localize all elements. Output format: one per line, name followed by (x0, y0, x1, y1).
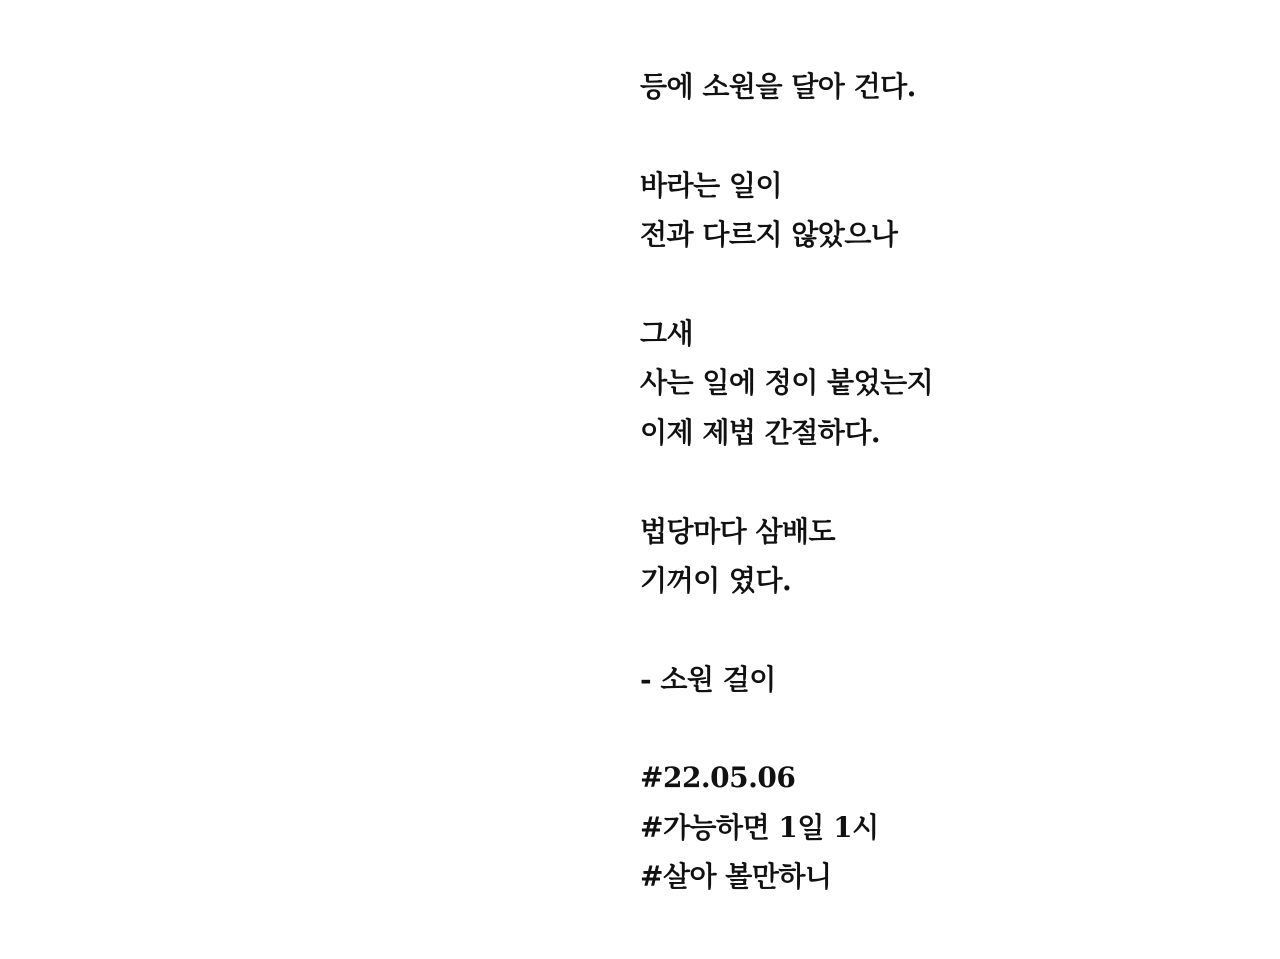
poem-line: 등에 소원을 달아 건다. (640, 70, 916, 103)
stanza-break (640, 457, 1260, 506)
poem-line: 기꺼이 였다. (640, 563, 792, 597)
stanza-break (640, 260, 1260, 309)
poem-line: 바라는 일이 (640, 168, 782, 202)
stanza-break (640, 704, 1260, 753)
poem-line: 사는 일에 정이 붙었는지 (640, 366, 934, 400)
poem-text (640, 62, 1260, 902)
stanza-break (640, 605, 1260, 654)
poem-line: 이제 제법 간절하다. (640, 415, 881, 449)
poem-line: 전과 다르지 않았으나 (640, 218, 898, 252)
hashtag: #가능하면 1일 1시 (640, 810, 879, 844)
stanza-break (640, 111, 1260, 160)
poem-line: 법당마다 삼배도 (640, 514, 836, 548)
poem-line: 그새 (640, 316, 694, 350)
hashtag: #22.05.06 (640, 761, 796, 795)
hashtag: #살아 볼만하니 (640, 860, 832, 894)
poem-title-line: - 소원 걸이 (640, 662, 776, 696)
